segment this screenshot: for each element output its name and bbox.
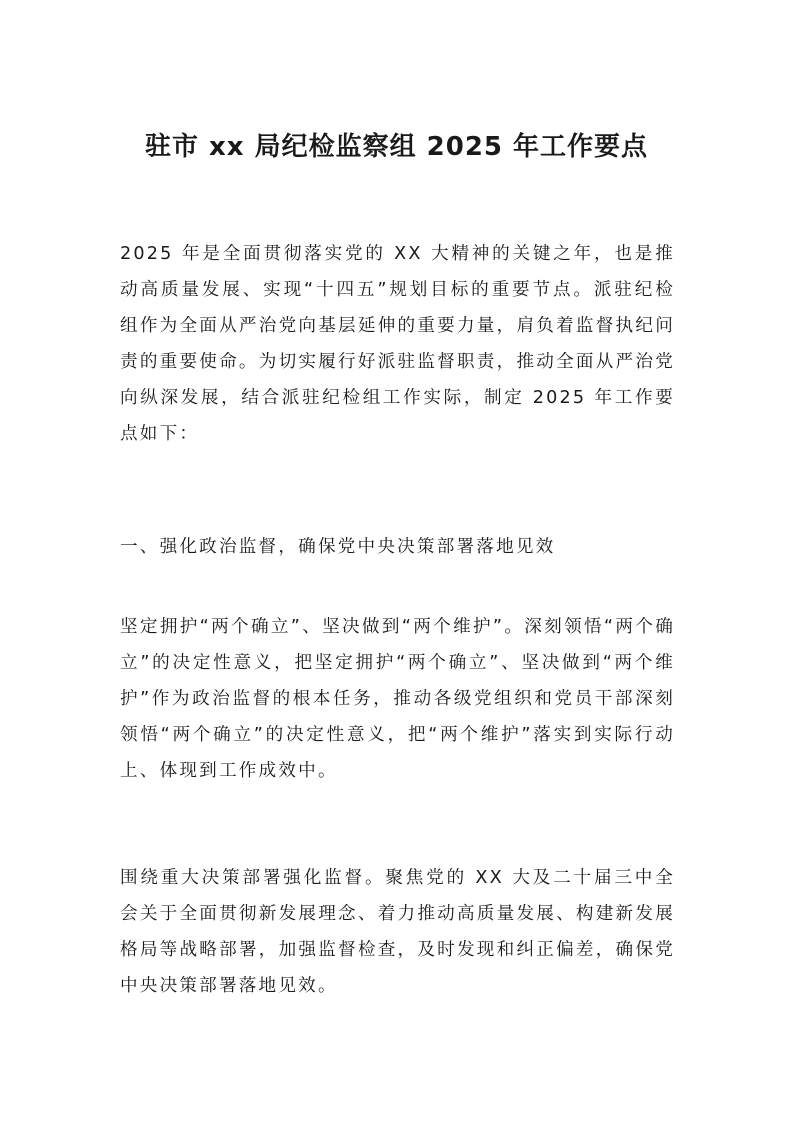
document-title: 驻市 xx 局纪检监察组 2025 年工作要点 (144, 132, 649, 162)
section-heading: 一、强化政治监督，确保党中央决策部署落地见效 (120, 537, 556, 557)
body-paragraph: 坚定拥护“两个确立”、坚决做到“两个维护”。深刻领悟“两个确立”的决定性意义，把坚定拥护“两个确立”、坚决做到“两个维护”作为政治监督的根本任务，推动各级党组织和党员干部深刻领悟“两个确立”的决定性意义，把“两个维护”落实到实际行动上、体现到工作成效中。 (120, 617, 675, 781)
body-paragraph: 围绕重大决策部署强化监督。聚焦党的 XX 大及二十届三中全会关于全面贯彻新发展理念、着力推动高质量发展、构建新发展格局等战略部署，加强监督检查，及时发现和纠正偏差，确保党中央决策部署落地见效。 (120, 868, 675, 996)
intro-paragraph: 2025 年是全面贯彻落实党的 XX 大精神的关键之年，也是推动高质量发展、实现“十四五”规划目标的重要节点。派驻纪检组作为全面从严治党向基层延伸的重要力量，肩负着监督执纪问责的重要使命。为切实履行好派驻监督职责，推动全面从严治党向纵深发展，结合派驻纪检组工作实际，制定 2025 年工作要点如下： (120, 244, 675, 444)
